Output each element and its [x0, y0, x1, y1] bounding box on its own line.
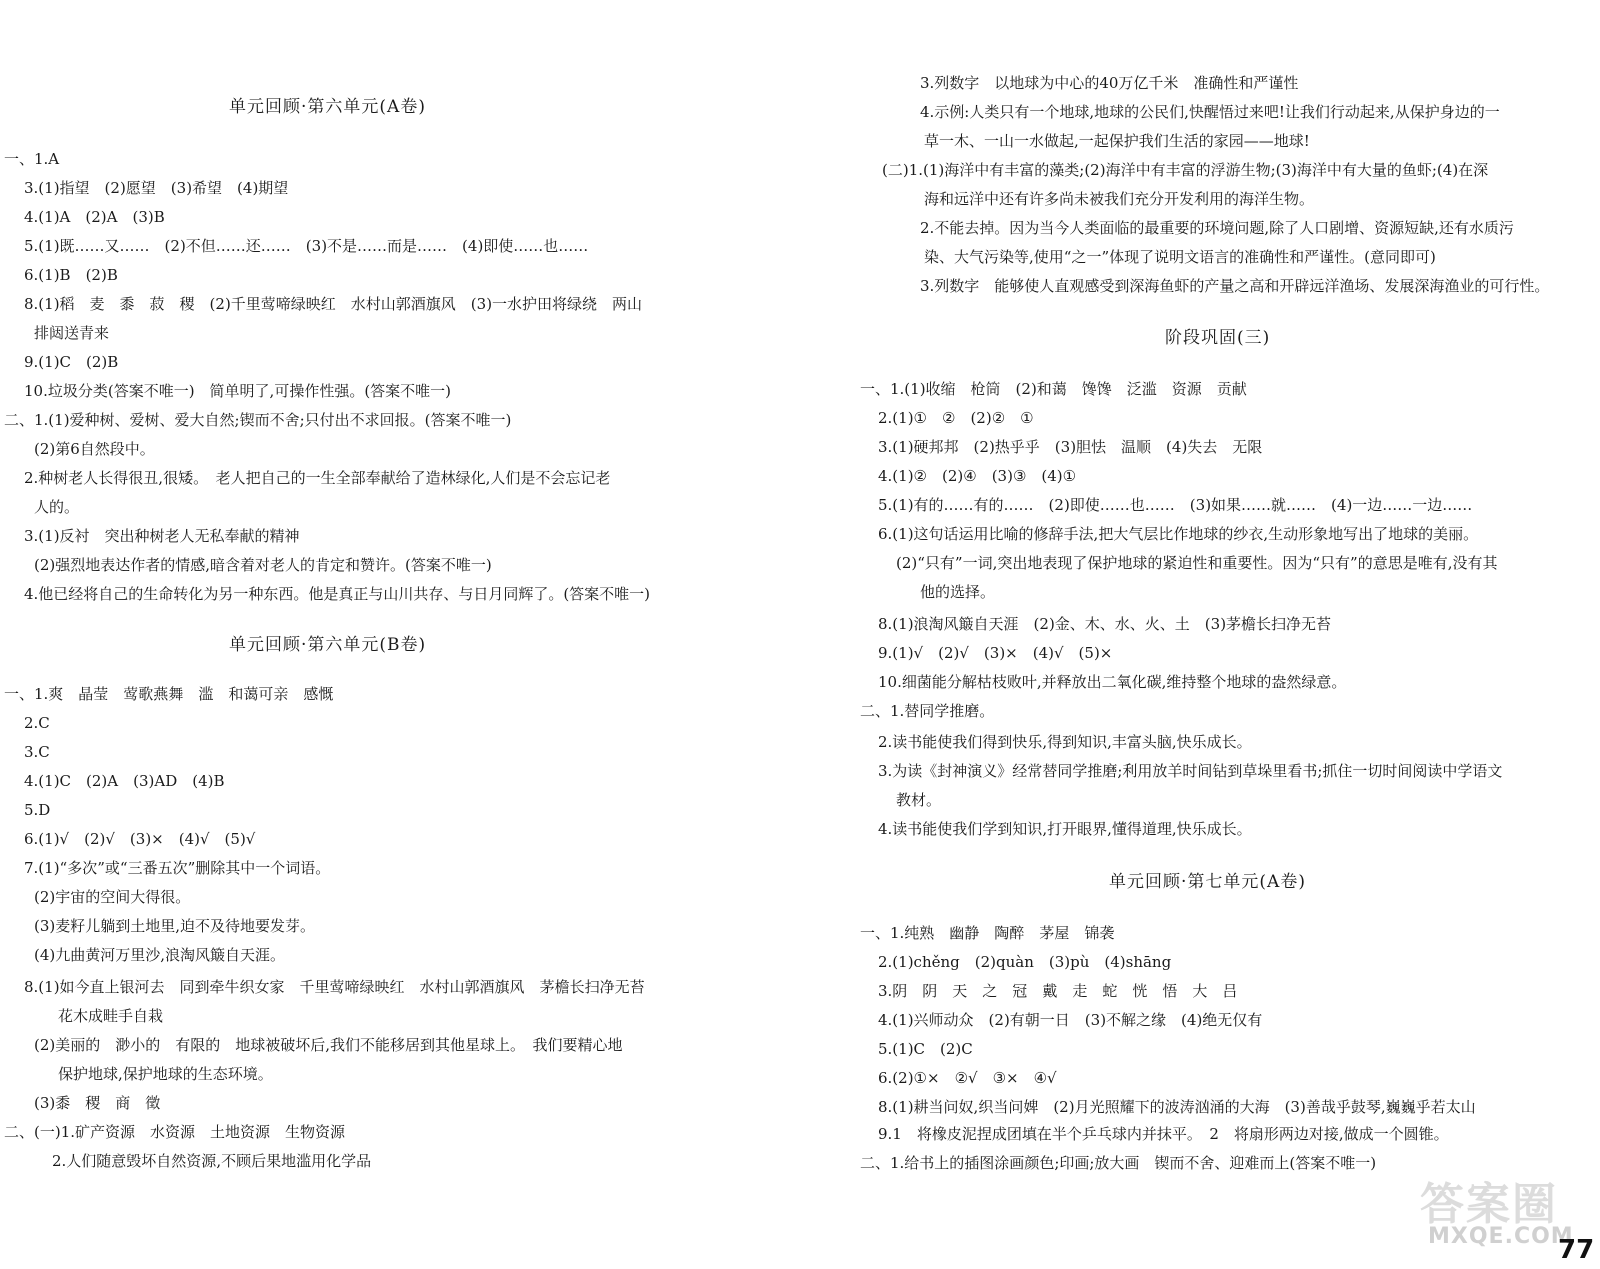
answer-line: 4.读书能使我们学到知识,打开眼界,懂得道理,快乐成长。	[878, 820, 1252, 838]
answer-line: 4.(1)C (2)A (3)AD (4)B	[24, 772, 225, 790]
answer-line: 2.(1)chěng (2)quàn (3)pù (4)shāng	[878, 953, 1172, 971]
answer-line: 二、1.替同学推磨。	[860, 702, 995, 720]
answer-line: 5.(1)有的……有的…… (2)即使……也…… (3)如果……就…… (4)一边……一边……	[878, 496, 1473, 514]
section-title: 阶段巩固(三)	[1165, 328, 1271, 348]
answer-line: 8.(1)浪淘风簸自天涯 (2)金、木、水、火、土 (3)茅檐长扫净无苔	[878, 615, 1332, 633]
page-number: 77	[1558, 1235, 1595, 1265]
answer-line: 5.(1)C (2)C	[878, 1040, 973, 1058]
answer-line: 3.(1)硬邦邦 (2)热乎乎 (3)胆怯 温顺 (4)失去 无限	[878, 438, 1263, 456]
answer-line: 2.种树老人长得很丑,很矮。 老人把自己的一生全部奉献给了造林绿化,人们是不会忘记老	[24, 469, 611, 487]
answer-line: (2)宇宙的空间大得很。	[34, 888, 191, 906]
answer-line: 3.为读《封神演义》经常替同学推磨;利用放羊时间钻到草垛里看书;抓住一切时间阅读中学语文	[878, 762, 1503, 780]
answer-line: 6.(1)这句话运用比喻的修辞手法,把大气层比作地球的纱衣,生动形象地写出了地球的美丽。	[878, 525, 1479, 543]
answer-line: 3.列数字 以地球为中心的40万亿千米 准确性和严谨性	[920, 74, 1299, 92]
answer-line: 一、1.纯熟 幽静 陶醉 茅屋 锦袭	[860, 924, 1115, 942]
answer-line: (2)美丽的 渺小的 有限的 地球被破坏后,我们不能移居到其他星球上。 我们要精心地	[34, 1036, 623, 1054]
answer-line: 保护地球,保护地球的生态环境。	[58, 1065, 273, 1083]
answer-line: 海和远洋中还有许多尚未被我们充分开发利用的海洋生物。	[924, 190, 1315, 208]
answer-line: 4.(1)兴师动众 (2)有朝一日 (3)不解之缘 (4)绝无仅有	[878, 1011, 1263, 1029]
answer-line: (二)1.(1)海洋中有丰富的藻类;(2)海洋中有丰富的浮游生物;(3)海洋中有大量的鱼虾;(4)在深	[882, 161, 1489, 179]
answer-line: 3.列数字 能够使人直观感受到深海鱼虾的产量之高和开辟远洋渔场、发展深海渔业的可行性。	[920, 277, 1550, 295]
answer-line: 5.(1)既……又…… (2)不但……还…… (3)不是……而是…… (4)即使……也……	[24, 237, 589, 255]
section-title: 单元回顾·第六单元(A卷)	[229, 97, 426, 117]
answer-line: 3.阴 阴 天 之 冠 戴 走 蛇 恍 悟 大 吕	[878, 982, 1238, 1000]
answer-line: 二、1.给书上的插图涂画颜色;印画;放大画 锲而不舍、迎难而上(答案不唯一)	[860, 1154, 1377, 1172]
answer-line: 6.(2)①× ②√ ③× ④√	[878, 1069, 1057, 1087]
watermark-text: 答案圈	[1420, 1179, 1558, 1230]
answer-line: 教材。	[896, 791, 942, 809]
answer-line: 排闼送青来	[34, 324, 110, 342]
answer-line: 8.(1)耕当问奴,织当问婢 (2)月光照耀下的波涛汹涌的大海 (3)善哉乎鼓琴,巍巍乎若太山	[878, 1098, 1476, 1116]
answer-line: 4.(1)② (2)④ (3)③ (4)①	[878, 467, 1077, 485]
answer-line: 草一木、一山一水做起,一起保护我们生活的家园——地球!	[924, 132, 1310, 150]
answer-line: 6.(1)√ (2)√ (3)× (4)√ (5)√	[24, 830, 256, 848]
answer-line: 染、大气污染等,使用“之一”体现了说明文语言的准确性和严谨性。(意同即可)	[924, 248, 1436, 266]
answer-line: 9.1 将橡皮泥捏成团填在半个乒乓球内并抹平。 2 将扇形两边对接,做成一个圆锥。	[878, 1125, 1449, 1143]
answer-line: 二、1.(1)爱种树、爱树、爱大自然;锲而不舍;只付出不求回报。(答案不唯一)	[4, 411, 512, 429]
answer-line: 9.(1)C (2)B	[24, 353, 119, 371]
answer-line: 10.细菌能分解枯枝败叶,并释放出二氧化碳,维持整个地球的盎然绿意。	[878, 673, 1347, 691]
answer-line: 花木成畦手自栽	[58, 1007, 164, 1025]
answer-line: 2.不能去掉。因为当今人类面临的最重要的环境问题,除了人口剧增、资源短缺,还有水质污	[920, 219, 1514, 237]
answer-line: 3.(1)指望 (2)愿望 (3)希望 (4)期望	[24, 179, 289, 197]
answer-line: (2)第6自然段中。	[34, 440, 155, 458]
answer-line: 5.D	[24, 801, 51, 819]
answer-line: 人的。	[34, 498, 80, 516]
answer-line: 6.(1)B (2)B	[24, 266, 118, 284]
answer-line: (2)“只有”一词,突出地表现了保护地球的紧迫性和重要性。因为“只有”的意思是唯有,没有其	[896, 554, 1498, 572]
answer-line: 二、(一)1.矿产资源 水资源 土地资源 生物资源	[4, 1123, 346, 1141]
answer-line: (3)麦籽儿躺到土地里,迫不及待地要发芽。	[34, 917, 316, 935]
answer-line: 3.C	[24, 743, 50, 761]
answer-line: 一、1.爽 晶莹 莺歌燕舞 滥 和蔼可亲 感慨	[4, 685, 334, 703]
watermark-url: MXQE.COM	[1428, 1224, 1574, 1249]
answer-line: 4.他已经将自己的生命转化为另一种东西。他是真正与山川共存、与日月同辉了。(答案不唯一)	[24, 585, 651, 603]
answer-line: 一、1.A	[4, 150, 60, 168]
answer-line: 一、1.(1)收缩 枪筒 (2)和蔼 馋馋 泛滥 资源 贡献	[860, 380, 1247, 398]
answer-line: 2.人们随意毁坏自然资源,不顾后果地滥用化学品	[52, 1152, 372, 1170]
answer-line: 10.垃圾分类(答案不唯一) 简单明了,可操作性强。(答案不唯一)	[24, 382, 452, 400]
answer-line: 4.(1)A (2)A (3)B	[24, 208, 165, 226]
answer-line: (3)黍 稷 商 徵	[34, 1094, 161, 1112]
answer-line: 8.(1)稻 麦 黍 菽 稷 (2)千里莺啼绿映红 水村山郭酒旗风 (3)一水护田将绿绕 两山	[24, 295, 643, 313]
section-title: 单元回顾·第七单元(A卷)	[1109, 872, 1306, 892]
answer-line: 2.读书能使我们得到快乐,得到知识,丰富头脑,快乐成长。	[878, 733, 1252, 751]
answer-line: 9.(1)√ (2)√ (3)× (4)√ (5)×	[878, 644, 1113, 662]
answer-line: (4)九曲黄河万里沙,浪淘风簸自天涯。	[34, 946, 286, 964]
answer-line: (2)强烈地表达作者的情感,暗含着对老人的肯定和赞许。(答案不唯一)	[34, 556, 492, 574]
answer-line: 8.(1)如今直上银河去 同到牵牛织女家 千里莺啼绿映红 水村山郭酒旗风 茅檐长扫净无苔	[24, 978, 645, 996]
section-title: 单元回顾·第六单元(B卷)	[229, 635, 427, 655]
answer-line: 3.(1)反衬 突出种树老人无私奉献的精神	[24, 527, 300, 545]
answer-line: 他的选择。	[920, 583, 996, 601]
answer-line: 4.示例:人类只有一个地球,地球的公民们,快醒悟过来吧!让我们行动起来,从保护身边的一	[920, 103, 1500, 121]
answer-line: 7.(1)“多次”或“三番五次”删除其中一个词语。	[24, 859, 331, 877]
answer-line: 2.C	[24, 714, 50, 732]
answer-line: 2.(1)① ② (2)② ①	[878, 409, 1034, 427]
